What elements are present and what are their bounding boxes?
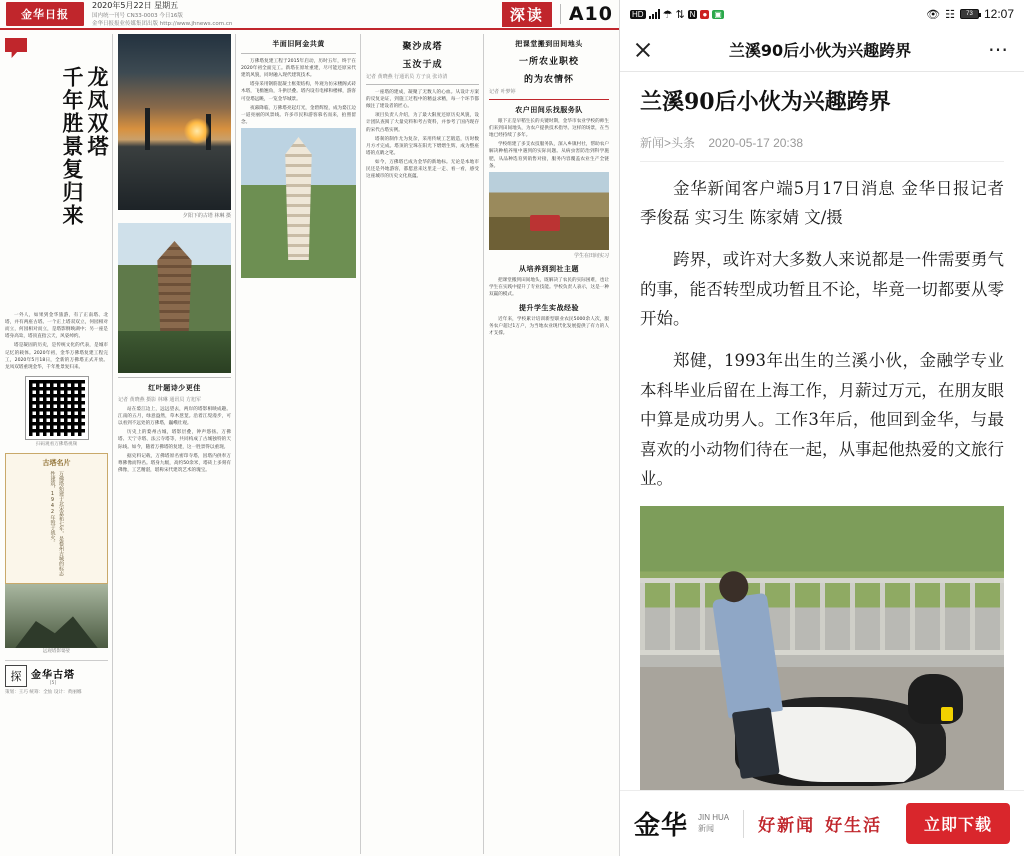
app-promo-bar	[620, 790, 1024, 856]
col5-p3: 把课堂搬到田间地头，既解决了农民的实际困难，也让学生在实践中提升了专业技能。学校负责人表示，这是一种双赢的模式。	[489, 277, 609, 297]
column-3	[241, 34, 361, 854]
subhead-col4-line2: 玉汝于成	[402, 60, 443, 70]
status-bar	[620, 0, 1024, 28]
app-bar-title: 兰溪90后小伙为兴趣跨界	[728, 41, 912, 60]
promo-slogan-a: 好新闻	[758, 816, 816, 836]
newspaper-header	[0, 0, 619, 30]
subhead-col5-2: 从培养到到社主题	[519, 264, 579, 273]
col5-p2: 学校组建了多支农技服务队，深入乡镇村社，帮助农户解决种植养殖中遇到的实际问题。从病虫害防治到科学施肥，从品种选育到销售对接，服务内容覆盖农业生产全链条。	[489, 142, 609, 169]
article-paragraph-3: 郑健，1993年出生的兰溪小伙，金融学专业本科毕业后留在上海工作，月薪过万元，在朋友眼中算是成功男人。工作3年后，他回到金华，与最喜欢的小动物们待在一起，从事起他热爱的文旅行业。	[640, 351, 1004, 488]
col5-p4: 近年来，学校累计培训新型职业农民5000余人次，服务农户超过1万户，为当地农业现代化发展提供了有力的人才支撑。	[489, 317, 609, 337]
head-col5-line1: 一所农业职校	[518, 57, 579, 67]
column-5-body-a	[489, 118, 609, 170]
col2-p3: 据史料记载，万佛塔原名密印寺塔，因塔内供奉万尊佛像而得名。塔身九级，高约50余米，塔砖上多刻有佛像，工艺精湛，堪称宋代建筑艺术的瑰宝。	[118, 453, 231, 473]
byline-col4: 记者 黄晓燕 行通讯员 方子良 张诗清	[366, 74, 448, 80]
more-options-icon[interactable]: ⋯	[988, 38, 1010, 61]
article-timestamp: 2020-05-17 20:38	[708, 135, 804, 150]
column-5-body-c	[489, 316, 609, 337]
promo-logo-en: JIN HUA	[698, 813, 730, 823]
column-1-lead	[5, 312, 108, 371]
article-source[interactable]: 新闻>头条	[640, 135, 696, 150]
qr-code[interactable]	[26, 377, 88, 439]
col4-p1: 一座塔的建成，凝聚了无数人的心血。从设计方案的反复论证，到施工过程中的精益求精，每一个环节都倾注了建设者的匠心。	[366, 90, 479, 110]
brand-issue: [5]	[49, 680, 57, 686]
hd-icon: HD	[632, 9, 644, 19]
subhead-col5-3: 提升学生实战经验	[519, 304, 579, 313]
fence-rail	[640, 578, 1004, 655]
headline-vertical	[5, 62, 108, 312]
clock: 12:07	[983, 7, 1014, 21]
col2-p1: 站在婺江边上，远远望去，两岸的塔影相映成趣。江南的五月，绿意盎然，草木葱茏。沿着江堤漫步，可以看到不远处的万佛塔，巍峨壮观。	[118, 407, 231, 427]
page-number: A10	[568, 3, 613, 25]
status-right	[926, 7, 1014, 21]
col4-p2: 项目负责人介绍，为了最大限度还原历史风貌，设计团队查阅了大量史料和考古资料，并参考了国内现存的宋代古塔实例。	[366, 113, 479, 133]
section-badge: 深读	[502, 2, 552, 27]
divider-3	[366, 84, 479, 85]
photo-field-caption: 学生在田间实习	[573, 252, 609, 259]
lead-paragraph-2: 塔是凝固的历史，是传统文化的代表，是城市记忆的载体。2020年初，金华万佛塔复建工程完工，2020年5月18日，全新的万佛塔正式开放。龙凤双塔重现金华，千年胜景复归来。	[5, 343, 108, 370]
divider-2	[241, 53, 356, 54]
signal-icon	[649, 9, 660, 19]
download-button[interactable]: 立即下载	[906, 803, 1010, 844]
phone-screen	[620, 0, 1024, 856]
brand-title: 金华古塔	[31, 669, 75, 681]
headline-line-2: 千年胜景复归来	[59, 66, 85, 227]
column-3-body	[241, 58, 356, 126]
photo-sunset-caption: 夕阳下的古塔 林琳 摄	[182, 213, 231, 219]
subhead-col5-1: 农户田间乐找服务队	[515, 106, 583, 114]
status-left	[630, 8, 724, 21]
photo-pagoda	[118, 223, 231, 373]
newspaper-columns	[0, 30, 619, 854]
series-brand	[5, 660, 108, 687]
pagoda-silhouette-left	[145, 108, 150, 150]
date-sub-1: 国内统一刊号 CN33-0003 今日16版	[92, 12, 183, 19]
head-col5-line2: 的为农情怀	[523, 75, 574, 85]
article-scroll-area[interactable]	[620, 72, 1024, 790]
byline-col5: 记者 叶梦婷	[489, 89, 516, 95]
publication-date	[92, 0, 232, 28]
brand-credits: 策划：王巧 统筹：全仙 设计：黄丽娜	[5, 689, 82, 695]
article-paragraph-2: 跨界，或许对大多数人来说都是一件需要勇气的事，能否转型成功暂且不论，毕竟一切都要从零开始。	[640, 250, 1004, 329]
promo-divider	[743, 810, 744, 838]
article-paragraph-1: 金华新闻客户端5月17日消息 金华日报记者 季俊磊 实习生 陈家婧 文/摄	[640, 178, 1004, 228]
photo-mountain-caption: 远观塔影婆娑	[42, 648, 71, 654]
column-4	[366, 34, 484, 854]
column-5	[489, 34, 609, 854]
col3-p2: 塔身采用钢筋混凝土框架结构，外观为仿宋楼阁式砖木塔，飞檐翘角，斗拱层叠。塔内设有电梯和楼梯，游客可登塔远眺，一览金华城景。	[241, 82, 356, 102]
photo-field	[489, 172, 609, 250]
lead-paragraph: 一外人，如果到金华旅游，有了正南塔、北塔，并有两座古塔。一个正上塔双双立，何园相对而立，何园相对而立，是塔影倒映湖中；另一座是塔身高耸，塔顶直指云天，风姿绰约。	[5, 313, 108, 340]
article-title: 兰溪90后小伙为兴趣跨界	[640, 89, 891, 115]
quote-mark-icon	[5, 38, 27, 58]
date-sub-2: 金华日报报业传媒集团出版 http://www.jhnews.com.cn	[92, 21, 233, 27]
close-icon[interactable]	[634, 41, 652, 59]
qr-caption: 扫码观看万佛塔视频	[35, 441, 78, 447]
column-2	[118, 34, 236, 854]
article-photo[interactable]	[640, 506, 1004, 790]
masthead-logo: 金华日报	[6, 2, 84, 26]
bluetooth-icon: ⇅	[675, 8, 685, 21]
column-4-body	[366, 89, 479, 180]
alert-icon: ●	[702, 9, 708, 19]
date-line: 2020年5月22日 星期五	[92, 0, 179, 10]
column-1	[5, 34, 113, 854]
promo-slogan-b: 好生活	[825, 816, 883, 836]
battery-icon: 73	[960, 9, 979, 19]
col3-p1: 万佛塔复建工程于2015年启动，历时五年，终于在2020年初全面完工。新塔在原址重建，尽可能还原宋代建筑风貌，同时融入现代建筑技术。	[241, 59, 356, 79]
col3-p3: 夜幕降临，万佛塔亮起灯光，金碧辉煌，成为婺江边一道亮丽的风景线。许多市民和游客慕名而来，拍照留念。	[241, 105, 356, 125]
n-badge-icon: N	[689, 9, 696, 19]
promo-logo: 金华	[634, 811, 689, 841]
info-box	[5, 453, 108, 584]
article-body	[640, 174, 1004, 494]
photo-mountain	[5, 584, 108, 648]
subhead-col2: 红叶题诗少更佳	[148, 384, 201, 392]
subhead-col3: 半面旧阿金共黄	[272, 40, 325, 48]
info-box-text: 万佛塔始建于北宋嘉祐七年，是婺州古城的标志性建筑，1942年毁于战火。	[49, 470, 64, 576]
vibrate-icon: ☷	[945, 8, 955, 21]
promo-logo-sub	[698, 813, 729, 834]
brand-mark-icon: 探	[5, 665, 27, 687]
divider-red	[489, 99, 609, 100]
ear-tag-icon	[941, 707, 953, 721]
pagoda-silhouette-right	[206, 114, 211, 150]
app-badge-icon: ▣	[714, 9, 722, 19]
app-bar	[620, 28, 1024, 72]
byline-col2: 记者 黄晓燕 摄影 林琳 通讯员 方旭军	[118, 397, 201, 403]
info-box-title: 古塔名片	[42, 458, 71, 467]
photo-new-pagoda	[241, 128, 356, 278]
photo-sunset	[118, 34, 231, 210]
header-divider	[560, 4, 561, 24]
column-2-body	[118, 406, 231, 474]
col4-p4: 如今，万佛塔已成为金华的新地标。无论是本地市民还是外地游客，都愿意来这里走一走、看一看，感受这座城市的历史文化底蕴。	[366, 159, 479, 180]
col2-p2: 历史上的婺州古城，塔影层叠，钟声悠扬。万佛塔、天宁寺塔、法云寺塔等，共同构成了古城独特的天际线。如今，随着万佛塔的复建，这一胜景得以重现。	[118, 430, 231, 450]
kicker-col5: 把课堂搬到田间地头	[515, 40, 583, 48]
wifi-icon: ☂	[662, 8, 673, 21]
eye-icon: 👁	[926, 8, 941, 21]
col4-p3: 塔刹的制作尤为复杂，采用传统工艺锻造，历时数月方才完成。塔顶的宝珠在阳光下熠熠生辉，成为整座塔的点睛之笔。	[366, 136, 479, 156]
article-meta	[640, 134, 1004, 162]
col5-p1: 眼下正是早稻生长的关键时期，金华市农业学校的师生们来到田间地头，为农户提供技术指导。这样的场景，在当地已经持续了多年。	[489, 119, 609, 139]
subhead-col4-line1: 聚沙成塔	[402, 42, 443, 52]
headline-line-1: 龙凤双塔	[85, 66, 110, 158]
divider-1	[118, 377, 231, 378]
promo-logo-cn: 新闻	[698, 823, 715, 833]
column-5-body-b	[489, 277, 609, 298]
